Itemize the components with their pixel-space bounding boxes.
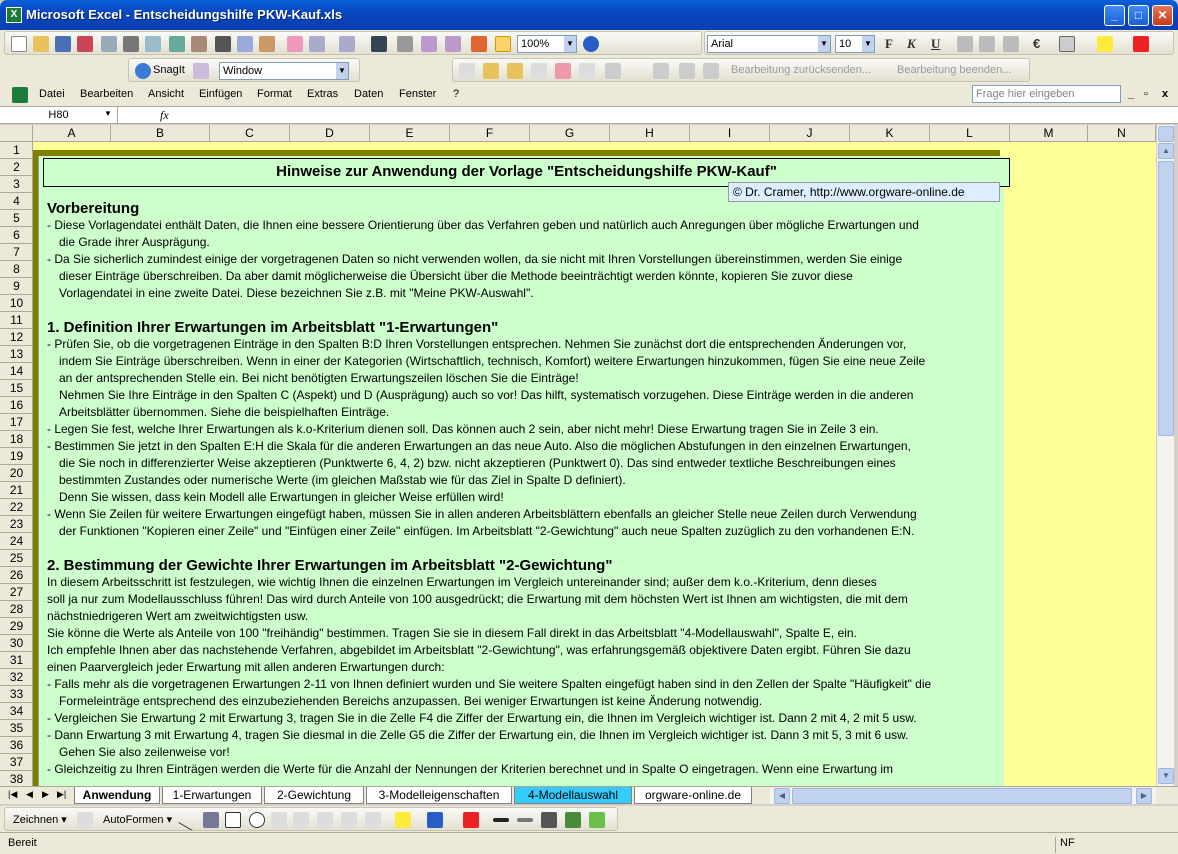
column-header[interactable]: G [530,125,610,142]
autoshapes-menu-button[interactable]: AutoFormen ▾ [103,814,173,826]
column-header[interactable]: M [1010,125,1088,142]
status-text: Bereit [8,837,37,849]
dash-style-icon[interactable] [517,818,533,822]
text-line: Sie könne die Werte als Anteile von 100 "freihändig" bestimmen. Tragen Sie sie in diesem Fall direkt in das Arbeitsblatt "4-Modellauswahl", Spalte E, ein. [47,626,857,640]
row-header[interactable]: 23 [0,516,33,533]
row-header[interactable]: 18 [0,431,33,448]
vertical-scrollbar[interactable] [1156,125,1174,786]
row-header[interactable]: 34 [0,703,33,720]
cut-icon[interactable] [215,36,231,52]
format-painter-icon[interactable] [287,36,303,52]
column-header[interactable]: E [370,125,450,142]
3d-icon[interactable] [589,812,605,828]
menu-format[interactable]: Format [257,88,292,100]
column-header[interactable]: A [33,125,111,142]
new-icon[interactable] [11,36,27,52]
row-header[interactable]: 9 [0,278,33,295]
row-header[interactable]: 30 [0,635,33,652]
text-line: - Wenn Sie Zeilen für weitere Erwartungen eingefügt haben, müssen Sie in allen anderen Arbeitsblättern ebenfalls an gleicher Stelle neue Zeilen durch Verwendung [47,507,917,521]
row-header[interactable]: 12 [0,329,33,346]
minimize-button[interactable]: _ [1104,5,1125,26]
menu-fenster[interactable]: Fenster [399,88,437,100]
save-icon[interactable] [55,36,71,52]
row-header[interactable]: 20 [0,465,33,482]
text-line: Ich empfehle Ihnen aber das nachstehende Verfahren, abgebildet im Arbeitsblatt "2-Gewichtung", was erfahrungsgemäß objektivere Daten ergibt. Führen Sie dazu [47,643,911,657]
maximize-button[interactable]: □ [1128,5,1149,26]
tab-orgware-online[interactable]: orgware-online.de [634,787,752,804]
row-header[interactable]: 38 [0,771,33,786]
column-header[interactable]: J [770,125,850,142]
undo-icon[interactable] [309,36,325,52]
select-objects-icon[interactable] [77,812,93,828]
font-size-combo[interactable] [835,35,875,53]
review-icon-5[interactable] [555,63,571,79]
review-icon-10[interactable] [703,63,719,79]
row-header[interactable]: 13 [0,346,33,363]
doc-minimize-button[interactable]: _ [1128,88,1135,100]
tab-anwendung[interactable]: Anwendung [74,787,160,804]
row-header[interactable]: 22 [0,499,33,516]
font-value: Arial [711,38,734,50]
row-header[interactable]: 24 [0,533,33,550]
text-line: die Grade ihrer Ausprägung. [59,235,210,249]
row-header[interactable]: 11 [0,312,33,329]
research-icon[interactable] [191,36,207,52]
menu-ansicht[interactable]: Ansicht [148,88,185,100]
text-line: - Prüfen Sie, ob die vorgetragenen Einträge in den Spalten B:D Ihren Vorstellungen entsprechen. Nehmen Sie zunächst dort die entsprechenden Änderungen vor, [47,337,907,351]
row-header[interactable]: 15 [0,380,33,397]
drawing-toolbar [0,806,1178,832]
draw-menu-button[interactable]: Zeichnen ▾ [13,814,67,826]
scroll-up-icon[interactable]: ▲ [1158,143,1174,159]
row-header[interactable]: 19 [0,448,33,465]
row-header[interactable]: 31 [0,652,33,669]
row-header[interactable]: 8 [0,261,33,278]
text-line: Nehmen Sie Ihre Einträge in den Spalten C (Aspekt) und D (Ausprägung) auch so vor! Das hilft, systematisch vorzugehen. Diese Einträge werden in die anderen [59,388,914,402]
review-icon-6[interactable] [579,63,595,79]
text-line: bestimmten Zustandes oder numerische Werte (im gleichen Maßstab wie für das Ziel in Spalte D definiert). [59,473,626,487]
scroll-right-icon[interactable]: ▶ [1136,788,1152,804]
chevron-down-icon[interactable]: ▼ [818,36,830,52]
row-header[interactable]: 7 [0,244,33,261]
next-sheet-icon[interactable]: ▶ [42,789,49,799]
title-bar [0,0,1178,30]
column-header[interactable]: I [690,125,770,142]
num-lock-indicator: NF [1060,837,1075,849]
review-icon-1[interactable] [459,63,475,79]
row-header[interactable]: 1 [0,142,33,159]
text-line: die Sie noch in differenzierter Weise akzeptieren (Punktwerte 6, 4, 2) bzw. nicht akzeptieren (Punktwert 0). Das sind entweder textliche Beschreibungen eines [59,456,896,470]
fill-color-icon[interactable] [395,812,411,828]
row-header[interactable]: 10 [0,295,33,312]
print-preview-icon[interactable] [145,36,161,52]
line-icon[interactable] [178,809,200,831]
fill-color-icon[interactable] [1097,36,1113,52]
wordart-icon[interactable] [293,812,309,828]
review-icon-4[interactable] [531,63,547,79]
row-header[interactable]: 27 [0,584,33,601]
section-heading: Vorbereitung [47,200,140,217]
review-icon-8[interactable] [653,63,669,79]
line-style-icon[interactable] [493,818,509,822]
column-header[interactable]: C [210,125,290,142]
close-button[interactable]: ✕ [1152,5,1173,26]
last-sheet-icon[interactable]: ▶| [57,789,67,799]
snagit-label[interactable]: SnagIt [153,64,185,76]
column-header[interactable]: H [610,125,690,142]
prev-sheet-icon[interactable]: ◀ [26,789,33,799]
clipart-icon[interactable] [341,812,357,828]
row-headers [0,142,33,786]
row-header[interactable]: 35 [0,720,33,737]
text-line: dieser Einträge überschreiben. Da aber damit möglicherweise die Übersicht über die Methode beeinträchtigt werden könnte, kopieren Sie zuvor diese [59,269,853,283]
row-header[interactable]: 21 [0,482,33,499]
rectangle-icon[interactable] [225,812,241,828]
review-icon-2[interactable] [483,63,499,79]
column-header[interactable]: D [290,125,370,142]
text-line: - Bestimmen Sie jetzt in den Spalten E:H die Skala für die anderen Erwartungen an das neue Auto. Also die möglichen Abstufungen in den einzelnen Erwartungen, [47,439,911,453]
reply-with-changes-button[interactable]: Bearbeitung zurücksenden... [731,64,872,76]
column-headers [0,125,1156,142]
text-line: einen Paarvergleich jeder Erwartung mit allen anderen Erwartungen durch: [47,660,445,674]
font-color-icon[interactable] [463,812,479,828]
text-line: Arbeitsblätter übernommen. Siehe die beispielhaften Einträge. [59,405,390,419]
spelling-icon[interactable] [169,36,185,52]
status-separator [1055,837,1056,853]
copyright-label: © Dr. Cramer, http://www.orgware-online.de [728,182,1000,202]
row-header[interactable]: 16 [0,397,33,414]
text-line: Vorlagendatei in eine zweite Datei. Diese bezeichnen Sie z.B. mit "Meine PKW-Auswahl". [59,286,534,300]
print-icon[interactable] [123,36,139,52]
snagit-capture-icon[interactable] [193,63,209,79]
column-header[interactable]: L [930,125,1010,142]
tab-2-gewichtung[interactable]: 2-Gewichtung [264,787,364,804]
help-icon[interactable] [583,36,599,52]
text-line: - Gleichzeitig zu Ihren Einträgen werden die Werte für die Anzahl der Nennungen der Kriterien berechnet und in Spalte O eingetragen. Wenn eine Erwartung im [47,762,894,776]
text-line: Gehen Sie also zeilenweise vor! [59,745,230,759]
autosum-icon[interactable] [397,36,413,52]
email-icon[interactable] [101,36,117,52]
review-icon-7[interactable] [605,63,621,79]
bold-button[interactable]: F [885,36,893,51]
arrow-icon[interactable] [203,812,219,828]
text-line: In diesem Arbeitsschritt ist festzulegen, wie wichtig Ihnen die einzelnen Erwartungen im Vergleich untereinander sind; außer dem k.o.-Kriterium, denn dieses [47,575,877,589]
align-left-icon[interactable] [957,36,973,52]
workbook-icon[interactable] [12,87,28,103]
row-header[interactable]: 37 [0,754,33,771]
end-review-button[interactable]: Bearbeitung beenden... [897,64,1012,76]
text-line: indem Sie Einträge überschreiben. Wenn in einer der Kategorien (Wirtschaftlich, technisch, Komfort) weitere Erwartungen hinzukommen, fügen Sie eine neue Zeile [59,354,926,368]
zoom-combo[interactable] [517,35,577,53]
text-line: der Funktionen "Kopieren einer Zeile" und "Einfügen einer Zeile" einfügen. Im Arbeitsblatt "2-Gewichtung" auch neue Spalten zuzüglich zu den vorhandenen E:N. [59,524,915,538]
scroll-down-icon[interactable]: ▼ [1158,768,1174,784]
review-icon-9[interactable] [679,63,695,79]
tab-1-erwartungen[interactable]: 1-Erwartungen [162,787,262,804]
chevron-down-icon[interactable]: ▼ [862,36,874,52]
line-color-icon[interactable] [427,812,443,828]
sort-ascending-icon[interactable] [421,36,437,52]
doc-close-button[interactable]: x [1162,88,1169,100]
reviewing-toolbar [452,58,1030,82]
hyperlink-icon[interactable] [371,36,387,52]
chevron-down-icon[interactable]: ▼ [564,36,576,52]
menu-bearbeiten[interactable]: Bearbeiten [80,88,134,100]
formatting-toolbar [704,31,1174,55]
scroll-thumb[interactable] [1158,161,1174,436]
standard-toolbar [4,31,702,55]
textbox-icon[interactable] [271,812,287,828]
paste-icon[interactable] [259,36,275,52]
row-header[interactable]: 29 [0,618,33,635]
row-header[interactable]: 33 [0,686,33,703]
copy-icon[interactable] [237,36,253,52]
row-header[interactable]: 36 [0,737,33,754]
sheet-tab-bar [0,786,1178,804]
text-line: - Vergleichen Sie Erwartung 2 mit Erwartung 3, tragen Sie in die Zelle F4 die Ziffer der Erwartung ein, die Ihnen im Vergleich wichtiger ist. Dann 2 mit 4, 2 mit 5 usw. [47,711,917,725]
column-header[interactable]: K [850,125,930,142]
row-header[interactable]: 6 [0,227,33,244]
text-line: - Falls mehr als die vorgetragenen Erwartungen 2-11 von Ihnen definiert wurden und Sie weitere Spalten eingefügt haben sind in den Zellen der Spalte "Häufigkeit" die [47,677,932,691]
menu-help[interactable]: ? [453,88,460,100]
banner-title: Hinweise zur Anwendung der Vorlage "Entscheidungshilfe PKW-Kauf" [43,158,1010,187]
chevron-down-icon[interactable]: ▼ [336,63,348,79]
section-heading: 2. Bestimmung der Gewichte Ihrer Erwartungen im Arbeitsblatt "2-Gewichtung" [47,557,613,574]
chart-wizard-icon[interactable] [471,36,487,52]
status-bar [0,832,1178,854]
column-header[interactable]: F [450,125,530,142]
text-line: soll ja nur zum Modellausschluss führen! Das wird durch Anteile von 100 ausgedrückt; die Erwartung mit dem höchsten Wert ist Ihnen am wichtigsten, die mit dem [47,592,908,606]
row-header[interactable]: 14 [0,363,33,380]
split-handle[interactable] [1158,126,1174,142]
row-header[interactable]: 17 [0,414,33,431]
name-box[interactable]: H80 [0,107,118,123]
row-header[interactable]: 28 [0,601,33,618]
ask-question-input[interactable]: Frage hier eingeben [972,85,1121,103]
align-center-icon[interactable] [979,36,995,52]
merge-center-icon[interactable] [1003,36,1019,52]
underline-button[interactable]: U [931,36,941,51]
menu-extras[interactable]: Extras [307,88,339,100]
scroll-left-icon[interactable]: ◀ [774,788,790,804]
shadow-icon[interactable] [565,812,581,828]
formula-bar [0,106,1178,124]
row-header[interactable]: 32 [0,669,33,686]
text-line: nächstniedrigeren Wert am zweitwichtigsten usw. [47,609,309,623]
row-header[interactable]: 25 [0,550,33,567]
zoom-value: 100% [521,38,550,50]
borders-icon[interactable] [1059,36,1075,52]
column-header[interactable]: B [111,125,210,142]
text-line: - Legen Sie fest, welche Ihrer Erwartungen als k.o-Kriterium dienen soll. Das können auch 2 sein, aber nicht mehr! Diese Erwartung tragen Sie in Zeile 3 ein. [47,422,879,436]
text-line: Formeleinträge entsprechend des einzubeziehenden Bereichs anzupassen. Bei weniger Erwartungen ist keine Änderung notwendig. [59,694,763,708]
font-color-icon[interactable] [1133,36,1149,52]
row-header[interactable]: 2 [0,159,33,176]
horizontal-scrollbar[interactable] [770,788,1156,804]
text-line: Denn Sie wissen, dass kein Modell alle Erwartungen in gleicher Weise erfüllen wird! [59,490,504,504]
first-sheet-icon[interactable]: |◀ [8,789,18,799]
arrow-style-icon[interactable] [541,812,557,828]
hscroll-thumb[interactable] [792,788,1132,804]
menu-datei[interactable]: Datei [39,88,65,100]
picture-icon[interactable] [365,812,381,828]
row-header[interactable]: 26 [0,567,33,584]
tab-3-modelleigenschaften[interactable]: 3-Modelleigenschaften [366,787,512,804]
permission-icon[interactable] [77,36,93,52]
sort-descending-icon[interactable] [445,36,461,52]
select-all-corner[interactable] [0,125,33,142]
text-line: an der antsprechenden Stelle ein. Bei nicht benötigten Erwartungszeilen löschen Sie die Einträge! [59,371,579,385]
text-line: - Diese Vorlagendatei enthält Daten, die Ihnen eine bessere Orientierung über das Verfahren geben und natürlich auch Anregungen über mögliche Erwartungen und [47,218,919,232]
drawing-toolbar-strip [4,807,618,831]
row-header[interactable]: 4 [0,193,33,210]
redo-icon[interactable] [339,36,355,52]
review-icon-3[interactable] [507,63,523,79]
open-icon[interactable] [33,36,49,52]
menu-daten[interactable]: Daten [354,88,384,100]
text-line: - Dann Erwartung 3 mit Erwartung 4, tragen Sie diesmal in die Zelle G5 die Ziffer der Erwartung ein, die Ihnen im Vergleich wichtiger ist. Dann 3 mit 5, 3 mit 6 usw. [47,728,909,742]
snagit-mode-value: Window [223,65,263,77]
section-heading: 1. Definition Ihrer Erwartungen im Arbeitsblatt "1-Erwartungen" [47,319,499,336]
row-header[interactable]: 3 [0,176,33,193]
font-size-value: 10 [839,38,852,50]
diagram-icon[interactable] [317,812,333,828]
drawing-toggle-icon[interactable] [495,36,511,52]
column-header[interactable]: N [1088,125,1156,142]
tab-4-modellauswahl[interactable]: 4-Modellauswahl [514,787,632,804]
menu-einfuegen[interactable]: Einfügen [199,88,243,100]
row-header[interactable]: 5 [0,210,33,227]
text-line: - Da Sie sicherlich zumindest einige der vorgetragenen Daten so nicht verwenden wollen, da sie nicht mit Ihren Vorstellungen übereinstimmen, werden Sie einige [47,252,903,266]
chevron-down-icon[interactable]: ▼ [104,109,112,118]
doc-restore-button[interactable]: ▫ [1144,88,1148,100]
sheet-grid[interactable] [33,142,1156,786]
oval-icon[interactable] [249,812,265,828]
excel-app-icon[interactable]: X [6,7,22,23]
euro-button[interactable]: € [1033,36,1041,51]
font-combo[interactable] [707,35,831,53]
fx-icon[interactable]: fx [160,108,169,122]
snagit-icon[interactable] [135,63,151,79]
italic-button[interactable]: K [907,36,916,51]
snagit-mode-combo[interactable] [219,62,349,80]
window-title: Microsoft Excel - Entscheidungshilfe PKW-Kauf.xls [26,7,343,22]
snagit-toolbar [128,58,360,82]
